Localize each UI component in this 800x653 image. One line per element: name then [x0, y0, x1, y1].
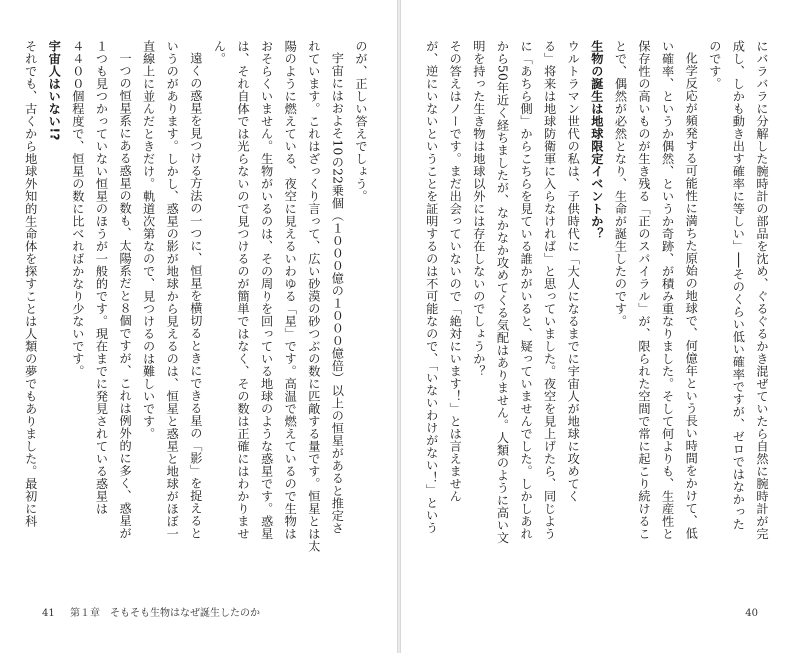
text-line: いうのがあります。しかし、惑星の影が地球から見えるのは、恒星と惑星と地球がほぼ一 — [165, 40, 180, 540]
left-page-text — [18, 40, 372, 560]
text-line: に「あちら側」からこちらを見ている誰かがいると、疑っていませんでした。しかしあれ — [519, 40, 534, 540]
text-line: る」将来は地球防衛軍に入らなければ」と思っていました。夜空を見上げたら、同じよう — [542, 40, 557, 540]
text-line: それでも、古くから地球外知的生命体を探すことは人類の夢でもありました。最初に科 — [23, 40, 38, 528]
section-heading: 生物の誕生は地球限定イベントか？ — [589, 40, 604, 240]
text-line: １つも見つかっていない恒星のほうが一般的です。現在までに発見されている惑星は — [94, 40, 109, 515]
right-page-number: 40 — [745, 608, 758, 619]
right-page-text — [419, 40, 773, 560]
text-line: その答えはノーです。まだ出会っていないので「絶対にいます！」とは言えません — [448, 40, 463, 503]
text-line: のです。 — [707, 40, 722, 90]
text-line: 成し、しかも動き出す確率に等しい」──そのくらい低い確率ですが、ゼロではなかった — [731, 40, 746, 531]
text-line: 化学反応が頻発する可能性に満ちた原始の地球で、何億年という長い時間をかけて、低 — [684, 52, 699, 540]
text-line: 遠くの惑星を見つける方法の一つに、恒星を横切るときにできる星の「影」を捉えると — [188, 52, 203, 540]
text-line: とで、偶然が必然となり、生命が誕生したのです。 — [613, 40, 628, 328]
text-line: は、それ自体では光らないので見つけるのが簡単ではなく、その数は正確にはわかりませ — [236, 40, 251, 540]
text-line: 明を持った生き物は地球以外には存在しないのでしょうか？ — [471, 40, 486, 378]
text-line: 一つの恒星系にある惑星の数も、太陽系だと８個ですが、これは例外的に多く、惑星が — [118, 52, 133, 540]
left-page-number: 41 — [42, 608, 55, 619]
text-line: 陽のように燃えている、夜空に見えるいわゆる「星」です。高温で燃えているので生物は — [283, 40, 298, 540]
text-line: のが、正しい答えでしょう。 — [354, 40, 368, 203]
running-head: 第１章 そもそも生物はなぜ誕生したのか — [70, 608, 260, 619]
text-line: から50年近く経ちましたが、なかなか攻めてくる気配はありません。人類のように高い文 — [495, 40, 510, 544]
text-line: れています。これはざっくり言って、広い砂漠の砂つぶの数に匹敵する量です。恒星とは太 — [306, 40, 321, 553]
text-line: ウルトラマン世代の私は、子供時代に「大人になるまでに宇宙人が地球に攻めてく — [566, 40, 581, 503]
text-line: ん。 — [212, 40, 227, 65]
text-line: い確率、というか偶然、というか奇跡、が積み重なりました。そして何よりも、生産性と — [660, 40, 675, 540]
text-line: が、逆にいないということを証明するのは不可能なので、「いないわけがない！」という — [424, 40, 439, 534]
text-line: ４４００個程度で、恒星の数に比べればかなり少ないです。 — [70, 40, 85, 378]
left-page — [0, 0, 397, 653]
text-line: 直線上に並んだときだけ。軌道次第なので、見つけるのは難しいです。 — [141, 40, 156, 440]
section-heading: 宇宙人はいない!? — [47, 40, 62, 141]
text-line: にバラバラに分解した腕時計の部品を沈め、ぐるぐるかき混ぜていたら自然に腕時計が完 — [755, 40, 769, 540]
text-line: 宇宙にはおよそ10の22乗個（１０００億の１０００億倍）以上の恒星があると推定さ — [330, 52, 345, 535]
text-line: おそらくいません。生物がいるのは、その周りを回っている地球のような惑星です。惑星 — [259, 40, 274, 540]
right-page — [401, 0, 800, 653]
text-line: 保存性の高いものが生き残る「正のスパイラル」が、限られた空間で常に起こり続けるこ — [637, 40, 652, 540]
